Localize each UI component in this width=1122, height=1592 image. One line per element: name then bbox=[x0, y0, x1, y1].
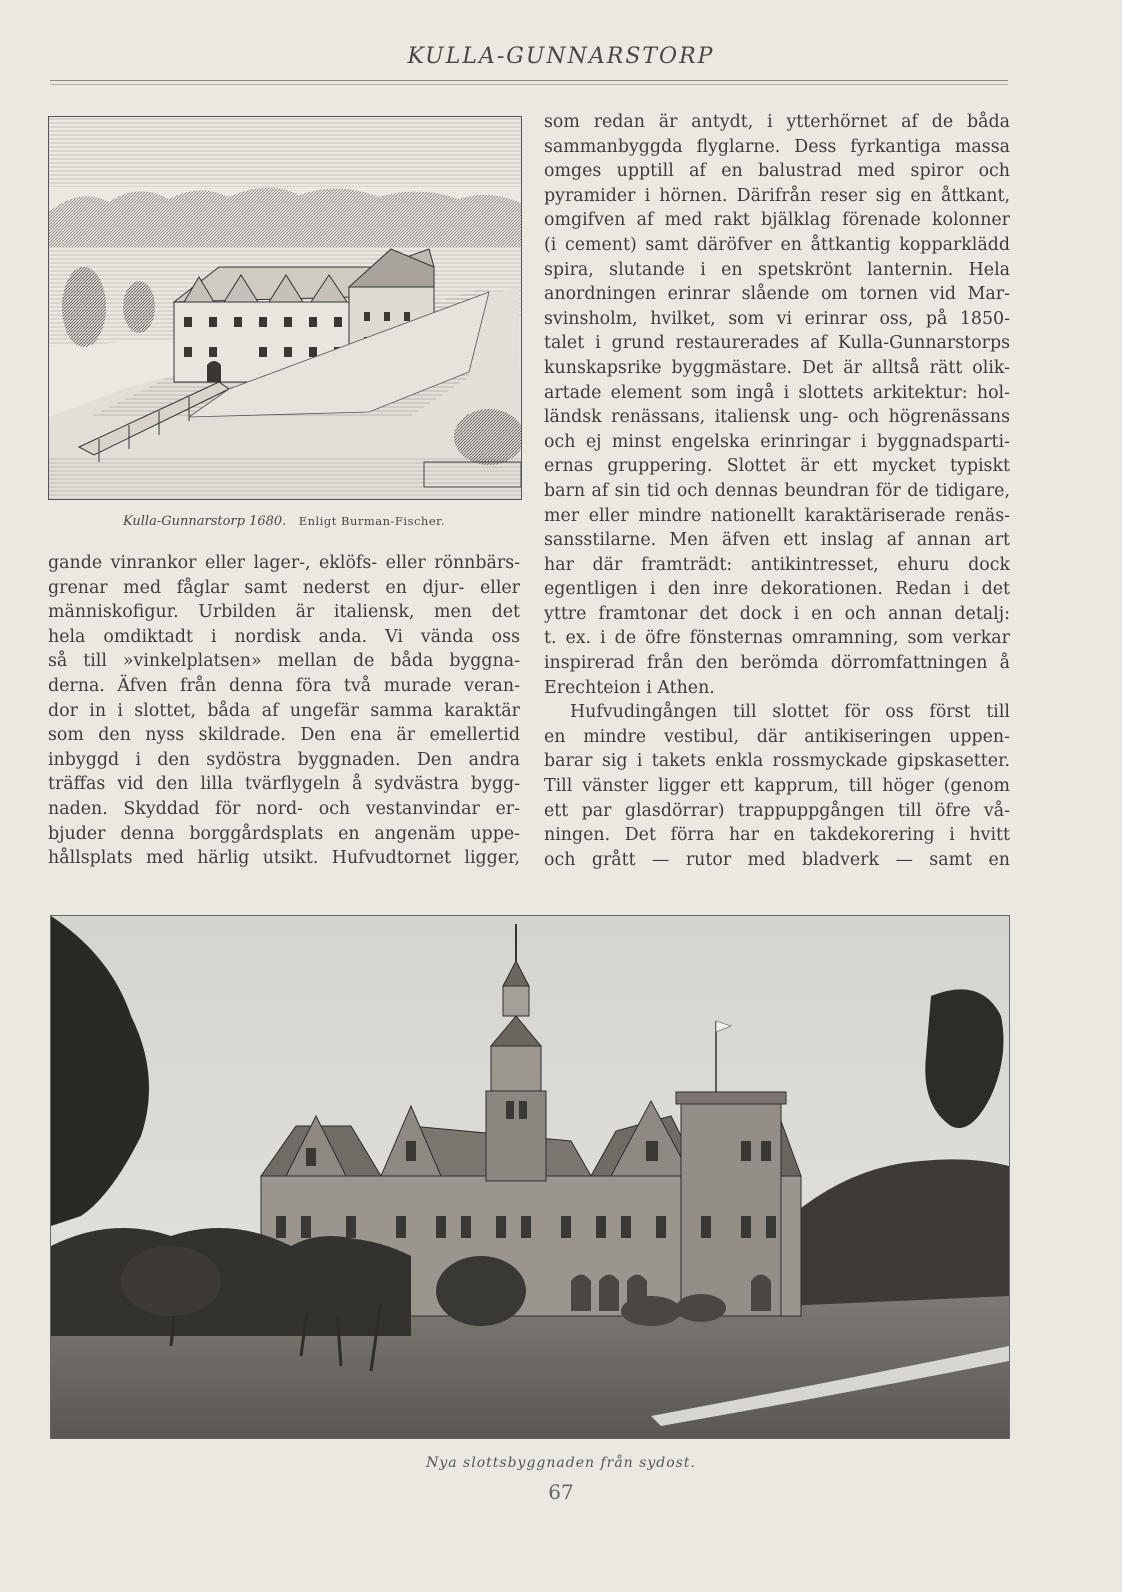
text-line: Hufvudingången till slottet för oss först till bbox=[570, 702, 1010, 723]
castle-photo-illustration bbox=[51, 916, 1009, 1438]
text-line: ett par glasdörrar) trappuppgången till öfre vå- bbox=[544, 800, 1010, 821]
text-line: anordningen erinrar slående om tornen vid Mar- bbox=[544, 284, 1010, 305]
right-column bbox=[544, 110, 1010, 872]
text-line: egentligen i den inre dekorationen. Redan i det bbox=[544, 579, 1010, 600]
photograph-caption: Nya slottsbyggnaden från sydost. bbox=[426, 1455, 696, 1471]
header-rule bbox=[50, 80, 1008, 81]
text-line: så till »vinkelplatsen» mellan de båda byggna- bbox=[48, 651, 520, 672]
text-line: ernas gruppering. Slottet är ett mycket typiskt bbox=[544, 456, 1010, 477]
text-line: hela omdiktadt i nordisk anda. Vi vända oss bbox=[48, 626, 520, 647]
text-line: grenar med fåglar samt nederst en djur- eller bbox=[48, 577, 520, 598]
text-line: omgifven af med rakt bjälklag förenade kolonner bbox=[544, 210, 1010, 231]
engraving-caption-title: Kulla-Gunnarstorp 1680. bbox=[122, 514, 287, 529]
text-line: talet i grund restaurerades af Kulla-Gunnarstorps bbox=[544, 333, 1010, 354]
text-line: t. ex. i de öfre fönsternas omramning, som verkar bbox=[544, 628, 1010, 649]
castle-1680-engraving bbox=[49, 117, 521, 499]
header-rule-thin bbox=[50, 84, 1008, 85]
text-line: som den nyss skildrade. Den ena är emellertid bbox=[48, 725, 520, 746]
text-line: sansstilarne. Men äfven ett inslag af annan art bbox=[544, 530, 1010, 551]
text-line: svinsholm, hvilket, som vi erinrar oss, på 1850- bbox=[544, 308, 1010, 329]
text-line: omges upptill af en balustrad med spiror och bbox=[544, 161, 1010, 182]
running-head: KULLA-GUNNARSTORP bbox=[407, 44, 715, 69]
text-line: hållsplats med härlig utsikt. Hufvudtornet ligger, bbox=[48, 848, 520, 869]
text-line: har där framträdt: antikintresset, ehuru dock bbox=[544, 554, 1010, 575]
text-line: mer eller mindre nationellt karaktäriserade renäs- bbox=[544, 505, 1010, 526]
text-line: dor in i slottet, båda af ungefär samma karaktär bbox=[48, 700, 520, 721]
page-number: 67 bbox=[548, 1480, 574, 1504]
text-line: som redan är antydt, i ytterhörnet af de båda bbox=[544, 112, 1010, 132]
text-line: Till vänster ligger ett kapprum, till höger (genom bbox=[544, 776, 1010, 797]
text-line: yttre framtonar det dock i en och annan detalj: bbox=[544, 603, 1010, 624]
text-line: inspirerad från den berömda dörromfattningen å bbox=[544, 653, 1010, 674]
text-line: människofigur. Urbilden är italiensk, men det bbox=[48, 602, 520, 623]
text-line: spira, slutande i en spetskrönt lanternin. Hela bbox=[544, 259, 1010, 280]
text-line: ningen. Det förra har en takdekorering i hvitt bbox=[544, 825, 1010, 846]
text-line: träffas vid den lilla tvärflygeln å sydvästra bygg- bbox=[48, 774, 520, 795]
text-line: derna. Äfven från denna föra två murade veran- bbox=[48, 675, 520, 696]
text-line: bjuder denna borggårdsplats en angenäm uppe- bbox=[48, 823, 520, 844]
castle-photograph bbox=[50, 915, 1010, 1439]
text-line: ländsk renässans, italiensk ung- och högrenässans bbox=[544, 407, 1010, 428]
text-line: barn af sin tid och dennas beundran för de tidigare, bbox=[544, 480, 1010, 501]
text-line: en mindre vestibul, där antikiseringen uppen- bbox=[544, 726, 1010, 747]
text-line: artade element som ingå i slottets arkitektur: hol- bbox=[544, 382, 1010, 403]
text-line: sammanbyggda flyglarne. Dess fyrkantiga massa bbox=[544, 136, 1010, 157]
text-line: pyramider i hörnen. Därifrån reser sig en åttkant, bbox=[544, 185, 1010, 206]
text-line: naden. Skyddad för nord- och vestanvindar er- bbox=[48, 798, 520, 819]
engraving-caption-source: Enligt Burman-Fischer. bbox=[298, 514, 446, 528]
text-line: och grått — rutor med bladverk — samt en bbox=[544, 849, 1010, 870]
text-line: (i cement) samt däröfver en åttkantig kopparklädd bbox=[544, 234, 1010, 255]
engraving-figure bbox=[48, 116, 522, 500]
text-line: gande vinrankor eller lager-, eklöfs- eller rönnbärs- bbox=[48, 553, 520, 573]
text-line: kunskapsrike byggmästare. Det är alltså rätt olik- bbox=[544, 357, 1010, 378]
text-line: Erechteion i Athen. bbox=[544, 677, 715, 698]
text-line: inbyggd i den sydöstra byggnaden. Den andra bbox=[48, 749, 520, 770]
text-line: barar sig i takets enkla rossmyckade gipskasetter. bbox=[544, 751, 1010, 772]
text-line: och ej minst engelska erinringar i byggnadsparti- bbox=[544, 431, 1010, 452]
left-column bbox=[48, 551, 520, 871]
engraving-caption bbox=[48, 514, 520, 529]
